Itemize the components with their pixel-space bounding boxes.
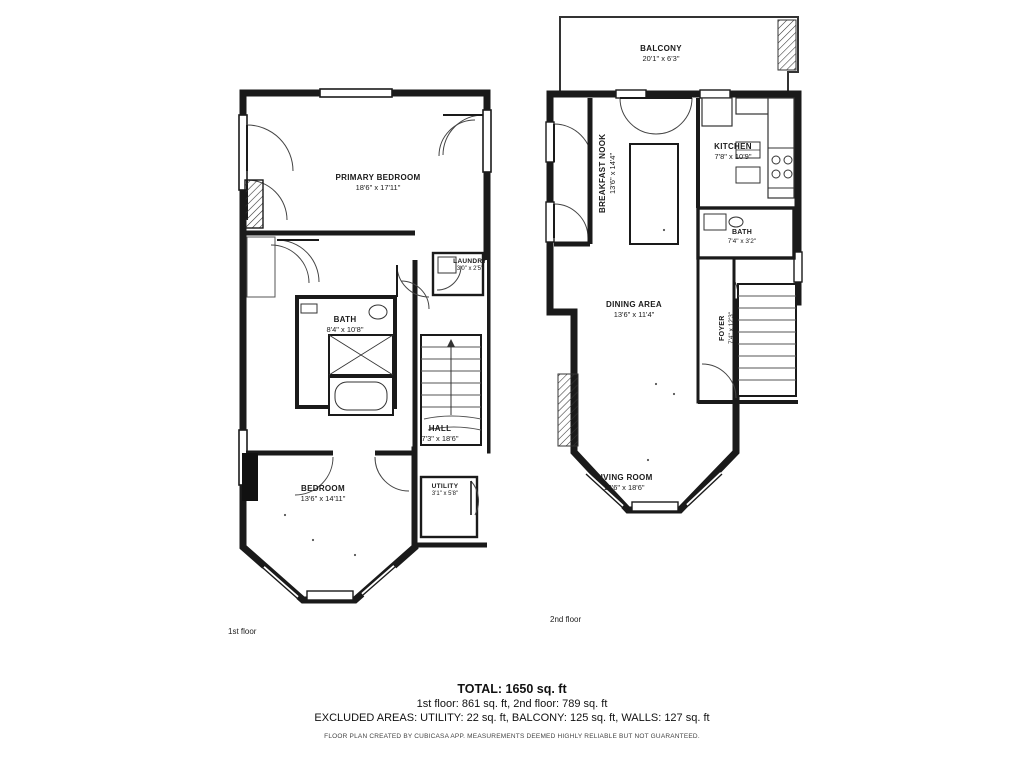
total-area: TOTAL: 1650 sq. ft bbox=[457, 682, 567, 696]
room-label-primary-bedroom: PRIMARY BEDROOM 18'6" x 17'11" bbox=[335, 173, 421, 192]
room-label-living-room: LIVING ROOM 13'6" x 18'6" bbox=[595, 473, 653, 492]
disclaimer-text: FLOOR PLAN CREATED BY CUBICASA APP. MEASUREMENTS DEEMED HIGHLY RELIABLE BUT NOT GUARANTEED. bbox=[324, 733, 700, 740]
excluded-areas: EXCLUDED AREAS: UTILITY: 22 sq. ft, BALCONY: 125 sq. ft, WALLS: 127 sq. ft bbox=[314, 712, 710, 724]
room-label-bath-second: BATH 7'4" x 3'2" bbox=[727, 229, 757, 245]
first-floor-plan bbox=[225, 85, 515, 615]
room-label-laundry: LAUNDRY 3'0" x 2'5" bbox=[453, 258, 487, 273]
per-floor-area: 1st floor: 861 sq. ft, 2nd floor: 789 sq. ft bbox=[416, 698, 608, 710]
room-label-breakfast-nook: BREAKFAST NOOK 13'6" x 14'4" bbox=[598, 133, 617, 213]
room-label-hall: HALL 7'3" x 18'6" bbox=[421, 424, 459, 443]
room-label-dining-area: DINING AREA 13'6" x 11'4" bbox=[606, 300, 662, 319]
room-label-bath-first: BATH 8'4" x 10'8" bbox=[326, 315, 364, 334]
room-label-kitchen: KITCHEN 7'8" x 10'9" bbox=[714, 142, 752, 161]
first-floor-caption: 1st floor bbox=[228, 627, 257, 636]
second-floor-caption: 2nd floor bbox=[550, 615, 582, 624]
room-label-utility: UTILITY 3'1" x 5'8" bbox=[431, 483, 459, 498]
room-label-foyer: FOYER 7'4" x 12'3" bbox=[719, 311, 735, 345]
summary-footer bbox=[0, 682, 1024, 740]
room-label-bedroom: BEDROOM 13'6" x 14'11" bbox=[300, 484, 346, 503]
room-label-balcony: BALCONY 20'1" x 6'3" bbox=[640, 44, 682, 63]
